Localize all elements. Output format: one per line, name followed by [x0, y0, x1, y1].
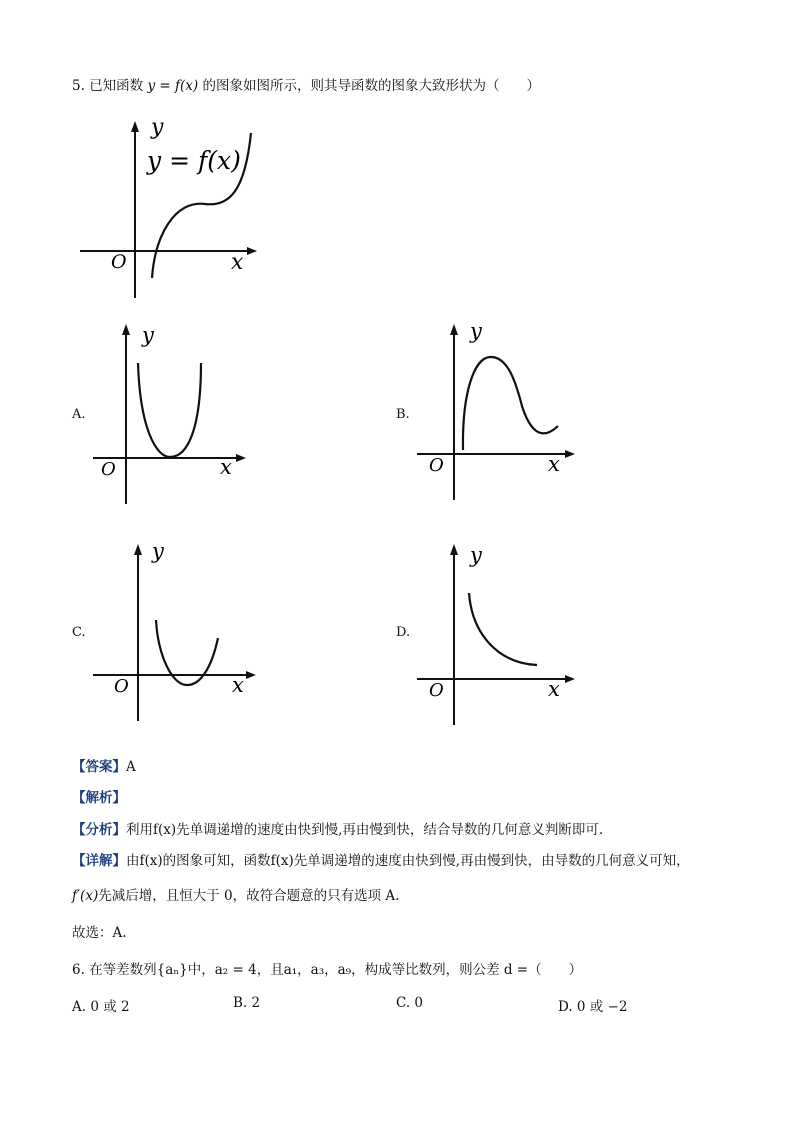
fenxi-line — [72, 818, 603, 838]
option-c-graph[interactable] — [88, 538, 263, 728]
xiangjie-tag: 【详解】 — [72, 853, 126, 869]
option-d-x-label: x — [548, 677, 560, 701]
fenxi-text: 利用f(x)先单调递增的速度由快到慢,再由慢到快，结合导数的几何意义判断即可. — [126, 822, 604, 838]
q5-number: 5. — [72, 78, 85, 94]
option-c-x-label: x — [232, 673, 244, 697]
option-b-label[interactable]: B. — [396, 407, 410, 422]
option-b-graph[interactable] — [412, 318, 582, 508]
option-b-x-label: x — [548, 452, 560, 476]
option-c-y-label: y — [152, 539, 164, 563]
option-d-graph[interactable] — [412, 538, 582, 728]
main-origin-label: O — [111, 251, 127, 273]
q6-option-c[interactable]: C. 0 — [396, 995, 424, 1011]
q6-number: 6. — [72, 962, 85, 978]
xiangjie-line-2 — [72, 884, 399, 904]
option-c-label[interactable]: C. — [72, 625, 86, 640]
option-a-origin: O — [101, 459, 116, 480]
option-d-label[interactable]: D. — [396, 625, 411, 640]
answer-tag: 【答案】 — [72, 759, 126, 775]
q5-stem — [72, 74, 540, 94]
main-y-label: y — [151, 115, 164, 140]
q6-option-a[interactable]: A. 0 或 2 — [72, 999, 130, 1015]
fenxi-tag: 【分析】 — [72, 822, 126, 838]
answer-value: A — [126, 759, 136, 775]
option-d-origin: O — [429, 680, 444, 701]
q5-stem-post: 的图象如图所示，则其导函数的图象大致形状为（ ） — [202, 78, 540, 94]
option-a-x-label: x — [220, 455, 232, 479]
xiangjie-text-1: 由f(x)的图象可知，函数f(x)先单调递增的速度由快到慢,再由慢到快，由导数的几何意义可知， — [126, 853, 690, 869]
analysis-tag: 【解析】 — [72, 790, 126, 806]
main-func-label: y = f(x) — [147, 146, 241, 175]
option-a-graph[interactable] — [88, 318, 253, 508]
q6-option-d[interactable]: D. 0 或 −2 — [558, 999, 628, 1015]
analysis-line — [72, 786, 126, 806]
choose-line: 故选：A. — [72, 925, 127, 941]
q6-stem — [72, 958, 582, 978]
xiangjie-derivative: f′(x) — [72, 888, 99, 904]
option-c-origin: O — [114, 676, 129, 697]
option-a-y-label: y — [142, 323, 154, 347]
option-a-label[interactable]: A. — [72, 407, 86, 422]
option-b-origin: O — [429, 455, 444, 476]
q5-stem-math: y = f(x) — [147, 78, 199, 94]
q6-stem-text: 在等差数列{aₙ}中，a₂ = 4，且a₁，a₃，a₉，构成等比数列，则公差 d =（ ） — [89, 962, 583, 978]
main-x-label: x — [231, 250, 244, 275]
option-d-y-label: y — [470, 543, 482, 567]
main-graph — [75, 115, 275, 305]
option-b-y-label: y — [470, 319, 482, 343]
q5-stem-pre: 已知函数 — [89, 78, 144, 94]
q6-option-b[interactable]: B. 2 — [233, 995, 261, 1011]
answer-line — [72, 755, 136, 775]
xiangjie-line-1 — [72, 849, 690, 869]
xiangjie-text-2: 先减后增，且恒大于 0，故符合题意的只有选项 A. — [98, 888, 400, 904]
